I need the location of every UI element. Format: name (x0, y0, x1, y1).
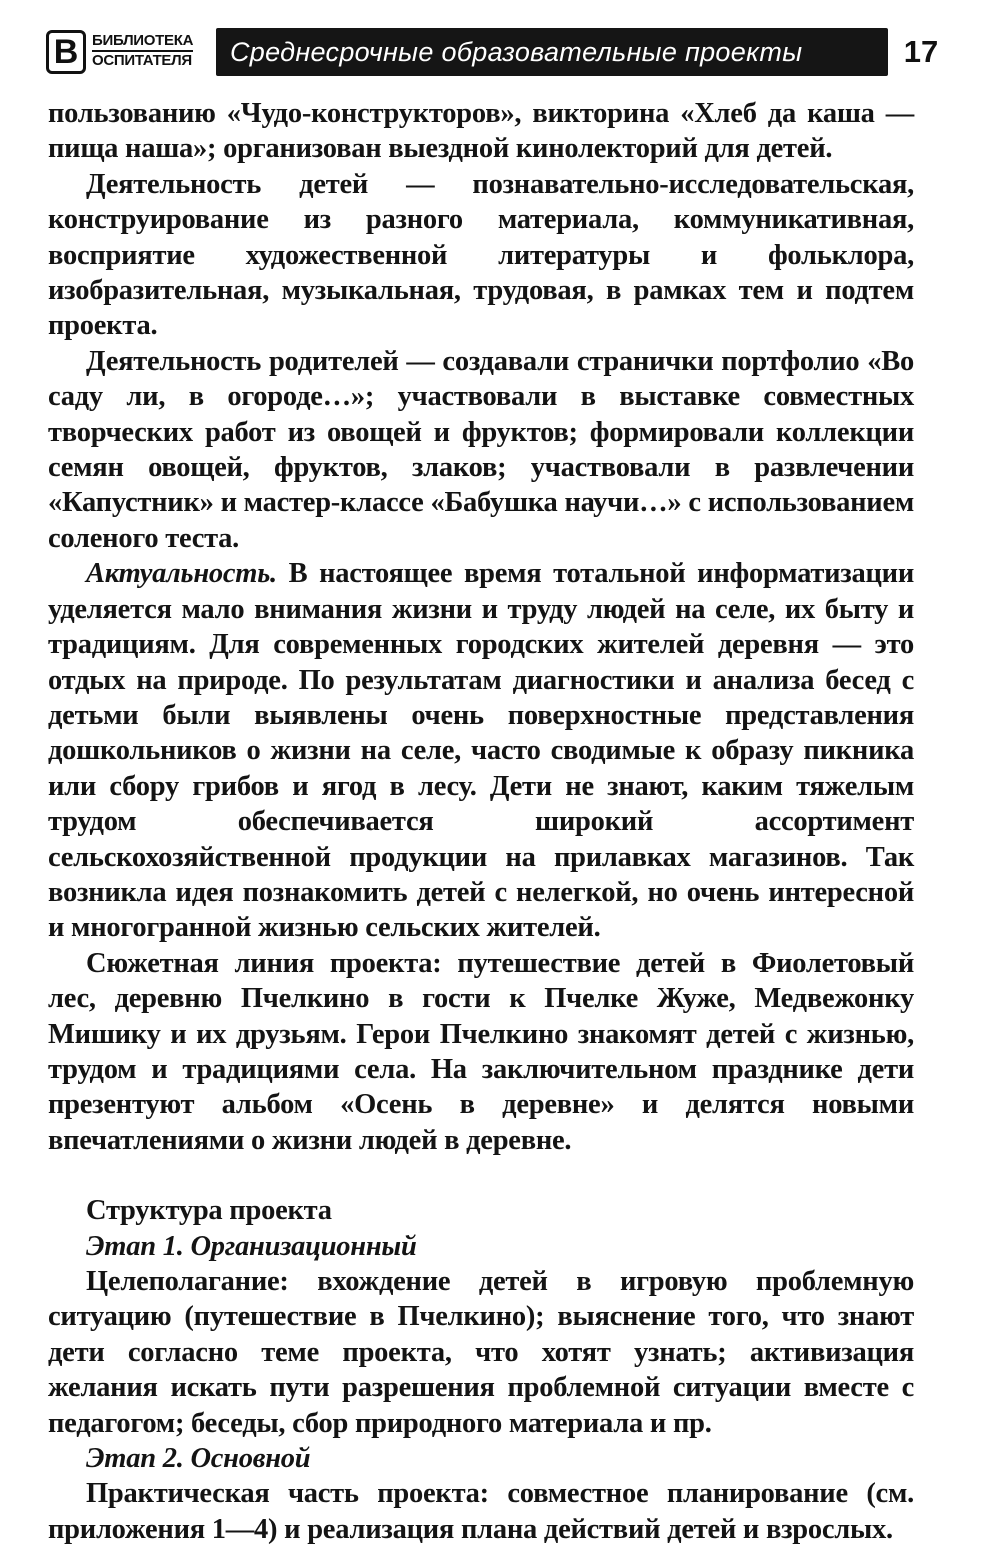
page-number: 17 (903, 34, 939, 69)
page-body (48, 96, 914, 1547)
paragraph-continuation: пользованию «Чудо-конструкторов», викторина «Хлеб да каша — пища наша»; организован выездной кинолекторий для детей. (48, 98, 914, 165)
stage-2-title: Этап 2. Основной (86, 1443, 311, 1475)
section-title: Структура проекта (86, 1195, 332, 1227)
stage-1-title: Этап 1. Организационный (86, 1230, 417, 1262)
stage-1-text: Целеполагание: вхождение детей в игровую проблемную ситуацию (путешествие в Пчелкино); выяснение того, что знают дети согласно теме проекта, что хотят узнать; активизация желания искать пути разрешения проблемной ситуации вместе с педагогом; беседы, сбор природного материала и пр. (48, 1266, 914, 1439)
paragraph-storyline: Сюжетная линия проекта: путешествие детей в Фиолетовый лес, деревню Пчелкино в гости к Пчелке Жуже, Медвежонку Мишику и их друзьям. Герои Пчелкино знакомят детей с жизнью, трудом и традициями села. На заключительном празднике дети презентуют альбом «Осень в деревне» и делятся новыми впечатлениями о жизни людей в деревне. (48, 947, 914, 1156)
relevance-text: В настоящее время тотальной информатизации уделяется мало внимания жизни и труду людей на селе, их быту и традициям. Для современных городских жителей деревня — это отдых на природе. По результатам диагностики и анализа бесед с детьми были выявлены очень поверхностные представления дошкольников о жизни на селе, часто сводимые к образу пикника или сбору грибов и ягод в лесу. Дети не знают, каким тяжелым трудом обеспечивается широкий ассортимент сельскохозяйственной продукции на прилавках магазинов. Так возникла идея познакомить детей с нелегкой, но очень интересной и многогранной жизнью сельских жителей. (48, 558, 914, 944)
series-logo-text (92, 32, 193, 70)
logo-line-1: БИБЛИОТЕКА (92, 32, 194, 49)
paragraph-parents-activity: Деятельность родителей — создавали странички портфолио «Во саду ли, в огороде…»; участвовали в выставке совместных творческих работ из овощей и фруктов; формировали коллекции семян овощей, фруктов, злаков; участвовали в развлечении «Капустник» и мастер-классе «Бабушка научи…» с использованием соленого теста. (48, 345, 914, 554)
series-logo-icon (46, 30, 86, 74)
logo-line-2: ОСПИТАТЕЛЯ (92, 52, 192, 69)
paragraph-children-activity: Деятельность детей — познавательно-исследовательская, конструирование из разного материала, коммуникативная, восприятие художественной литературы и фольклора, изобразительная, музыкальная, трудовая, в рамках тем и подтем проекта. (48, 168, 914, 342)
relevance-lead: Актуальность. (86, 558, 277, 590)
page-header (46, 28, 939, 80)
stage-2-text: Практическая часть проекта: совместное планирование (см. приложения 1—4) и реализация плана действий детей и взрослых. (48, 1478, 914, 1545)
logo-letter: В (53, 33, 79, 71)
paragraph-relevance (48, 556, 914, 945)
running-title: Среднесрочные образовательные проекты (216, 28, 888, 76)
